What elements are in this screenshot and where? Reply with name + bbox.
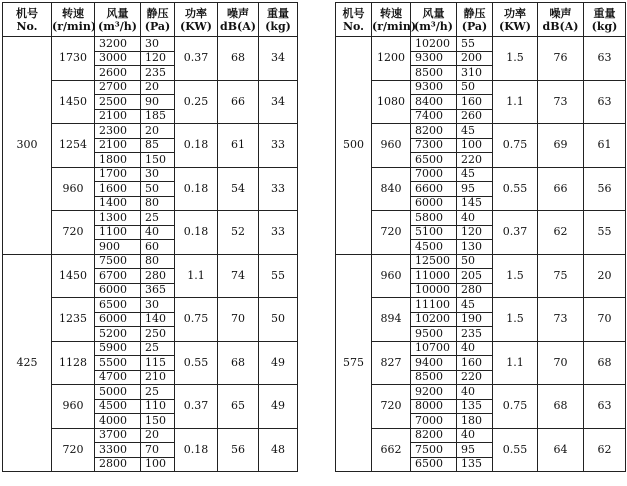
pressure-cell: 145 [457, 196, 493, 211]
airflow-cell: 6500 [411, 457, 457, 472]
airflow-cell: 5800 [411, 211, 457, 226]
header-row [3, 3, 298, 37]
power-cell: 0.55 [175, 341, 218, 385]
airflow-cell: 8500 [411, 370, 457, 385]
header-pressure: 静压 (Pa) [141, 3, 175, 37]
weight-cell: 34 [259, 37, 298, 81]
fan-spec-table-left [2, 2, 298, 472]
table-row [336, 211, 626, 226]
airflow-cell: 4000 [95, 414, 141, 429]
power-cell: 1.1 [493, 341, 538, 385]
table-row [336, 80, 626, 95]
power-cell: 0.18 [175, 428, 218, 472]
noise-cell: 68 [218, 37, 259, 81]
airflow-cell: 4700 [95, 370, 141, 385]
power-cell: 1.5 [493, 37, 538, 81]
speed-cell: 960 [52, 167, 95, 211]
pressure-cell: 40 [457, 341, 493, 356]
pressure-cell: 95 [457, 443, 493, 458]
pressure-cell: 100 [141, 457, 175, 472]
power-cell: 0.75 [175, 298, 218, 342]
pressure-cell: 160 [457, 95, 493, 110]
noise-cell: 69 [538, 124, 584, 168]
pressure-cell: 100 [457, 138, 493, 153]
airflow-cell: 8200 [411, 124, 457, 139]
speed-cell: 960 [52, 385, 95, 429]
pressure-cell: 310 [457, 66, 493, 81]
pressure-cell: 25 [141, 211, 175, 226]
noise-cell: 70 [538, 341, 584, 385]
weight-cell: 56 [584, 167, 626, 211]
header-power: 功率 (KW) [175, 3, 218, 37]
pressure-cell: 150 [141, 414, 175, 429]
airflow-cell: 1400 [95, 196, 141, 211]
noise-cell: 66 [218, 80, 259, 124]
noise-cell: 70 [218, 298, 259, 342]
airflow-cell: 7400 [411, 109, 457, 124]
weight-cell: 55 [259, 254, 298, 298]
noise-cell: 68 [218, 341, 259, 385]
table-row [336, 298, 626, 313]
noise-cell: 68 [538, 385, 584, 429]
power-cell: 1.1 [493, 80, 538, 124]
airflow-cell: 1300 [95, 211, 141, 226]
power-cell: 0.55 [493, 167, 538, 211]
speed-cell: 662 [372, 428, 411, 472]
speed-cell: 1254 [52, 124, 95, 168]
pressure-cell: 30 [141, 37, 175, 52]
airflow-cell: 6700 [95, 269, 141, 284]
weight-cell: 34 [259, 80, 298, 124]
noise-cell: 73 [538, 298, 584, 342]
pressure-cell: 250 [141, 327, 175, 342]
table-row [3, 254, 298, 269]
weight-cell: 55 [584, 211, 626, 255]
pressure-cell: 25 [141, 385, 175, 400]
speed-cell: 1730 [52, 37, 95, 81]
weight-cell: 20 [584, 254, 626, 298]
header-weight: 重量 (kg) [584, 3, 626, 37]
table-row [336, 428, 626, 443]
airflow-cell: 7500 [411, 443, 457, 458]
airflow-cell: 7500 [95, 254, 141, 269]
noise-cell: 62 [538, 211, 584, 255]
header-model: 机号 No. [3, 3, 52, 37]
pressure-cell: 80 [141, 196, 175, 211]
header-pressure: 静压 (Pa) [457, 3, 493, 37]
airflow-cell: 10200 [411, 37, 457, 52]
airflow-cell: 10000 [411, 283, 457, 298]
pressure-cell: 80 [141, 254, 175, 269]
speed-cell: 1450 [52, 254, 95, 298]
noise-cell: 56 [218, 428, 259, 472]
power-cell: 0.37 [493, 211, 538, 255]
airflow-cell: 9400 [411, 356, 457, 371]
pressure-cell: 50 [457, 80, 493, 95]
pressure-cell: 30 [141, 298, 175, 313]
model-number: 425 [3, 254, 52, 472]
airflow-cell: 12500 [411, 254, 457, 269]
pressure-cell: 85 [141, 138, 175, 153]
pressure-cell: 50 [141, 182, 175, 197]
model-number: 575 [336, 254, 372, 472]
airflow-cell: 3000 [95, 51, 141, 66]
weight-cell: 63 [584, 385, 626, 429]
airflow-cell: 2800 [95, 457, 141, 472]
power-cell: 0.55 [493, 428, 538, 472]
airflow-cell: 2500 [95, 95, 141, 110]
airflow-cell: 7000 [411, 167, 457, 182]
speed-cell: 960 [372, 124, 411, 168]
pressure-cell: 205 [457, 269, 493, 284]
speed-cell: 720 [372, 385, 411, 429]
airflow-cell: 8200 [411, 428, 457, 443]
pressure-cell: 45 [457, 298, 493, 313]
pressure-cell: 40 [141, 225, 175, 240]
pressure-cell: 190 [457, 312, 493, 327]
header-airflow: 风量 (m³/h) [411, 3, 457, 37]
header-model: 机号 No. [336, 3, 372, 37]
airflow-cell: 7000 [411, 414, 457, 429]
pressure-cell: 90 [141, 95, 175, 110]
airflow-cell: 4500 [95, 399, 141, 414]
airflow-cell: 6600 [411, 182, 457, 197]
pressure-cell: 135 [457, 399, 493, 414]
airflow-cell: 1100 [95, 225, 141, 240]
airflow-cell: 11000 [411, 269, 457, 284]
pressure-cell: 45 [457, 167, 493, 182]
airflow-cell: 9300 [411, 51, 457, 66]
pressure-cell: 55 [457, 37, 493, 52]
header-power: 功率 (KW) [493, 3, 538, 37]
airflow-cell: 2600 [95, 66, 141, 81]
weight-cell: 63 [584, 37, 626, 81]
speed-cell: 720 [52, 211, 95, 255]
weight-cell: 33 [259, 167, 298, 211]
airflow-cell: 11100 [411, 298, 457, 313]
header-noise: 噪声 dB(A) [538, 3, 584, 37]
airflow-cell: 1700 [95, 167, 141, 182]
pressure-cell: 50 [457, 254, 493, 269]
pressure-cell: 220 [457, 370, 493, 385]
noise-cell: 64 [538, 428, 584, 472]
airflow-cell: 9500 [411, 327, 457, 342]
pressure-cell: 130 [457, 240, 493, 255]
weight-cell: 33 [259, 211, 298, 255]
power-cell: 0.75 [493, 124, 538, 168]
airflow-cell: 9300 [411, 80, 457, 95]
pressure-cell: 95 [457, 182, 493, 197]
pressure-cell: 70 [141, 443, 175, 458]
model-number: 500 [336, 37, 372, 255]
noise-cell: 52 [218, 211, 259, 255]
model-number: 300 [3, 37, 52, 255]
noise-cell: 61 [218, 124, 259, 168]
table-row [336, 167, 626, 182]
table-row [336, 254, 626, 269]
weight-cell: 63 [584, 80, 626, 124]
speed-cell: 840 [372, 167, 411, 211]
power-cell: 0.25 [175, 80, 218, 124]
weight-cell: 61 [584, 124, 626, 168]
power-cell: 0.18 [175, 124, 218, 168]
weight-cell: 33 [259, 124, 298, 168]
weight-cell: 68 [584, 341, 626, 385]
header-speed: 转速 (r/min) [52, 3, 95, 37]
speed-cell: 1128 [52, 341, 95, 385]
table-row [336, 37, 626, 52]
table-row [336, 341, 626, 356]
pressure-cell: 200 [457, 51, 493, 66]
airflow-cell: 5100 [411, 225, 457, 240]
airflow-cell: 6000 [411, 196, 457, 211]
noise-cell: 76 [538, 37, 584, 81]
pressure-cell: 140 [141, 312, 175, 327]
airflow-cell: 8000 [411, 399, 457, 414]
power-cell: 0.18 [175, 167, 218, 211]
pressure-cell: 115 [141, 356, 175, 371]
speed-cell: 720 [372, 211, 411, 255]
power-cell: 0.37 [175, 37, 218, 81]
airflow-cell: 6000 [95, 283, 141, 298]
pressure-cell: 40 [457, 385, 493, 400]
airflow-cell: 5200 [95, 327, 141, 342]
power-cell: 1.5 [493, 298, 538, 342]
pressure-cell: 20 [141, 428, 175, 443]
airflow-cell: 3700 [95, 428, 141, 443]
weight-cell: 48 [259, 428, 298, 472]
speed-cell: 1235 [52, 298, 95, 342]
pressure-cell: 30 [141, 167, 175, 182]
pressure-cell: 185 [141, 109, 175, 124]
airflow-cell: 6500 [95, 298, 141, 313]
noise-cell: 74 [218, 254, 259, 298]
header-row [336, 3, 626, 37]
airflow-cell: 6500 [411, 153, 457, 168]
header-weight: 重量 (kg) [259, 3, 298, 37]
pressure-cell: 150 [141, 153, 175, 168]
noise-cell: 73 [538, 80, 584, 124]
weight-cell: 49 [259, 341, 298, 385]
pressure-cell: 180 [457, 414, 493, 429]
pressure-cell: 40 [457, 211, 493, 226]
airflow-cell: 5500 [95, 356, 141, 371]
pressure-cell: 160 [457, 356, 493, 371]
weight-cell: 62 [584, 428, 626, 472]
pressure-cell: 60 [141, 240, 175, 255]
pressure-cell: 110 [141, 399, 175, 414]
pressure-cell: 235 [457, 327, 493, 342]
airflow-cell: 2300 [95, 124, 141, 139]
noise-cell: 75 [538, 254, 584, 298]
table-body [336, 37, 626, 472]
airflow-cell: 3200 [95, 37, 141, 52]
speed-cell: 1450 [52, 80, 95, 124]
noise-cell: 66 [538, 167, 584, 211]
header-noise: 噪声 dB(A) [218, 3, 259, 37]
pressure-cell: 220 [457, 153, 493, 168]
pressure-cell: 280 [141, 269, 175, 284]
pressure-cell: 260 [457, 109, 493, 124]
pressure-cell: 40 [457, 428, 493, 443]
table-row [3, 37, 298, 52]
airflow-cell: 2700 [95, 80, 141, 95]
pressure-cell: 120 [141, 51, 175, 66]
table-row [336, 385, 626, 400]
pressure-cell: 365 [141, 283, 175, 298]
airflow-cell: 7300 [411, 138, 457, 153]
airflow-cell: 5900 [95, 341, 141, 356]
pressure-cell: 25 [141, 341, 175, 356]
airflow-cell: 2100 [95, 138, 141, 153]
pressure-cell: 280 [457, 283, 493, 298]
airflow-cell: 1600 [95, 182, 141, 197]
header-speed: 转速 (r/min) [372, 3, 411, 37]
pressure-cell: 235 [141, 66, 175, 81]
power-cell: 0.18 [175, 211, 218, 255]
pressure-cell: 120 [457, 225, 493, 240]
airflow-cell: 8400 [411, 95, 457, 110]
weight-cell: 50 [259, 298, 298, 342]
airflow-cell: 10200 [411, 312, 457, 327]
pressure-cell: 20 [141, 124, 175, 139]
airflow-cell: 3300 [95, 443, 141, 458]
speed-cell: 1200 [372, 37, 411, 81]
power-cell: 1.5 [493, 254, 538, 298]
pressure-cell: 45 [457, 124, 493, 139]
pressure-cell: 20 [141, 80, 175, 95]
pressure-cell: 135 [457, 457, 493, 472]
weight-cell: 70 [584, 298, 626, 342]
header-airflow: 风量 (m³/h) [95, 3, 141, 37]
table-row [336, 124, 626, 139]
power-cell: 0.37 [175, 385, 218, 429]
airflow-cell: 5000 [95, 385, 141, 400]
airflow-cell: 900 [95, 240, 141, 255]
airflow-cell: 2100 [95, 109, 141, 124]
speed-cell: 894 [372, 298, 411, 342]
airflow-cell: 10700 [411, 341, 457, 356]
airflow-cell: 9200 [411, 385, 457, 400]
speed-cell: 720 [52, 428, 95, 472]
noise-cell: 54 [218, 167, 259, 211]
speed-cell: 960 [372, 254, 411, 298]
pressure-cell: 210 [141, 370, 175, 385]
power-cell: 1.1 [175, 254, 218, 298]
airflow-cell: 4500 [411, 240, 457, 255]
speed-cell: 1080 [372, 80, 411, 124]
airflow-cell: 6000 [95, 312, 141, 327]
airflow-cell: 1800 [95, 153, 141, 168]
table-body [3, 37, 298, 472]
fan-spec-table-right [335, 2, 626, 472]
noise-cell: 65 [218, 385, 259, 429]
power-cell: 0.75 [493, 385, 538, 429]
airflow-cell: 8500 [411, 66, 457, 81]
speed-cell: 827 [372, 341, 411, 385]
weight-cell: 49 [259, 385, 298, 429]
